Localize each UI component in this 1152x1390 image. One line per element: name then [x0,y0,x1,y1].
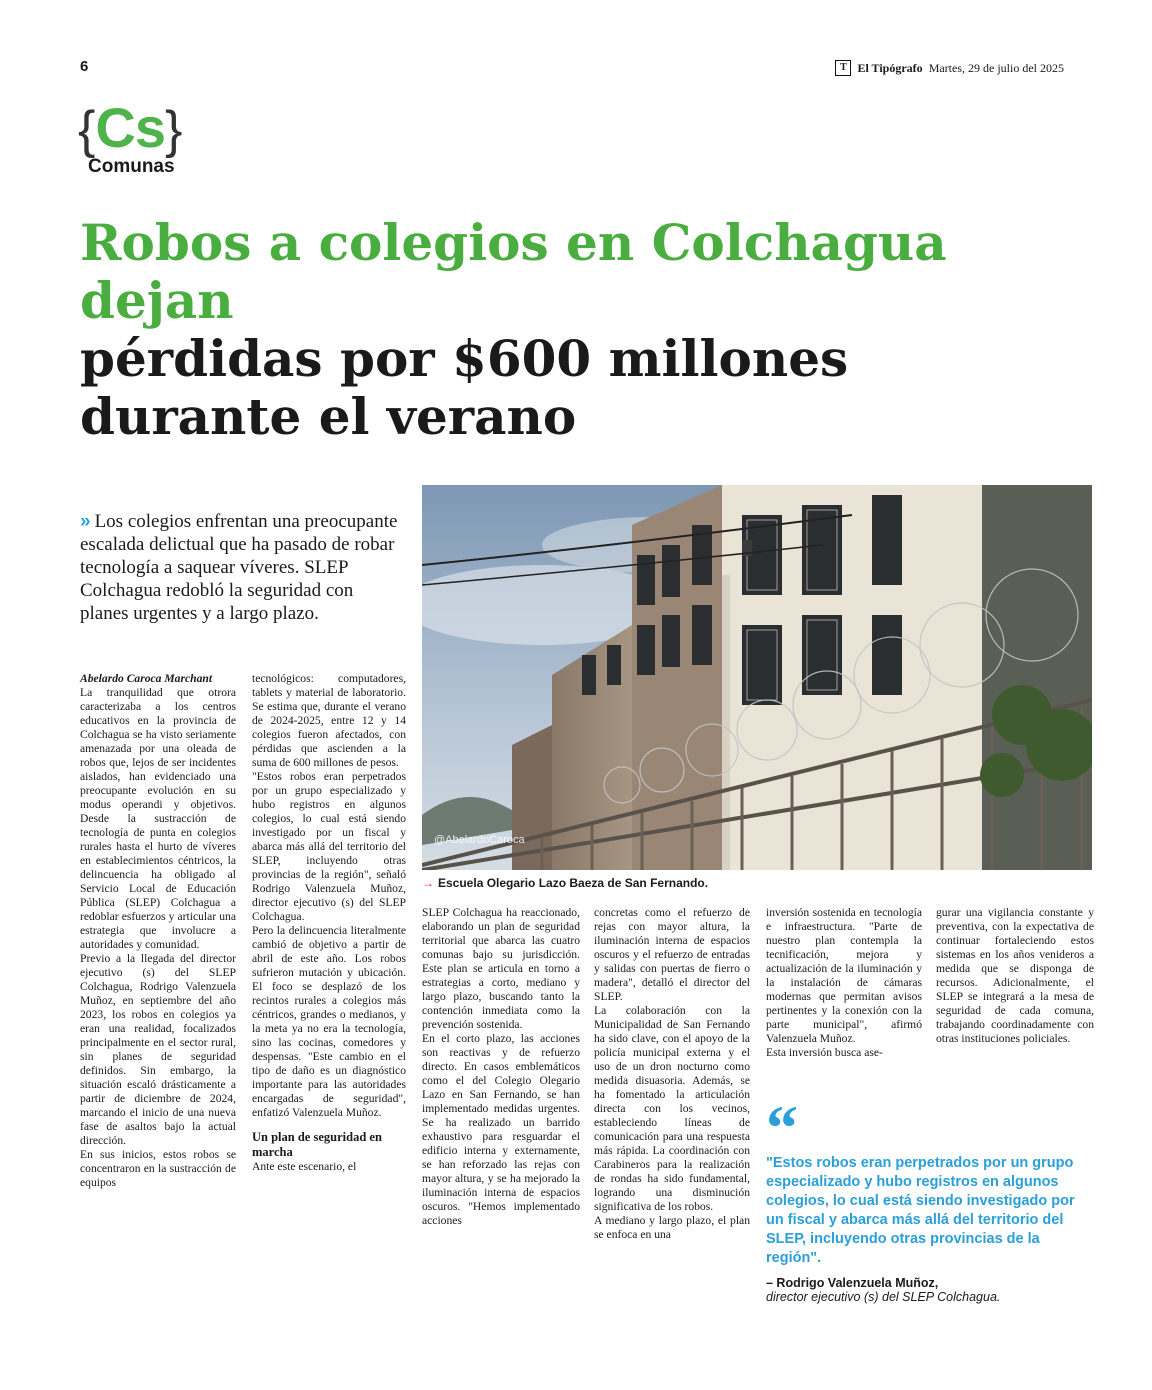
headline [80,214,1080,446]
quote-mark-icon: “ [766,1092,798,1163]
section-code: Cs [95,96,165,159]
paragraph: concretas como el refuerzo de rejas con mayor altura, la iluminación interna de espacios oscuros y el refuerzo de entradas y salidas con puertas de fierro o madera", detalló el director del SLEP. [594,906,750,1003]
byline: Abelardo Caroca Marchant [80,672,213,685]
chevron-right-icon: » [80,511,91,532]
newspaper-brand: El Tipógrafo [857,60,923,75]
arrow-right-icon: → [422,876,434,890]
article-column-1 [80,672,236,1190]
paragraph: Ante este escenario, el [252,1160,357,1173]
page-number: 6 [80,58,89,75]
lede [80,510,400,625]
brace-close: } [164,101,183,159]
paragraph: Previo a la llegada del director ejecutivo (s) del SLEP Colchagua, Rodrigo Valenzuela Muñoz, en septiembre del año 2023, los robos en colegios ya eran una realidad, focalizados principalmente en el sector rural, sin planes de seguridad definidos. Sin embargo, la situación escaló drásticamente a partir de diciembre de 2024, marcando el inicio de una nueva fase de asaltos bajo la actual dirección. [80,952,236,1147]
subhead: Un plan de seguridad en marcha [252,1130,382,1159]
article-column-5 [766,906,922,1060]
school-building-image [422,485,1092,870]
paragraph: Esta inversión busca ase- [766,1046,883,1059]
photo-caption [422,876,708,890]
article-column-2 [252,672,406,1174]
quote-author-role: director ejecutivo (s) del SLEP Colchagua. [766,1290,1001,1304]
lede-text: Los colegios enfrentan una preocupante escalada delictual que ha pasado de robar tecnología a saquear víveres. SLEP Colchagua redobló la seguridad con planes urgentes y a largo plazo. [80,511,398,624]
article-column-6 [936,906,1094,1046]
section-tag [78,98,208,178]
caption-text: Escuela Olegario Lazo Baeza de San Fernando. [438,876,709,890]
masthead [835,60,1064,76]
article-photo [422,485,1092,870]
newspaper-logo-icon: T [835,60,851,76]
article-column-4 [594,906,750,1242]
paragraph: La tranquilidad que otrora caracterizaba a los centros educativos en la provincia de Colchagua se ha visto seriamente amenazada por una oleada de robos que, lejos de ser incidentes aislados, han evidenciado una preocupante evolución en su modus operandi y objetivos. Desde la sustracción de tecnología de punta en colegios rurales hasta el hurto de víveres en establecimientos céntricos, la delincuencia ha obligado al Servicio Local de Educación Pública (SLEP) Colchagua a redoblar esfuerzos y articular una estrategia que involucre a autoridades y comunidad. [80,686,236,951]
paragraph: "Estos robos eran perpetrados por un grupo especializado y hubo registros en algunos colegios, lo cual está siendo investigado por un fiscal y abarca más allá del territorio del SLEP, incluyendo otras provincias de la región", señaló Rodrigo Valenzuela Muñoz, director ejecutivo (s) del SLEP Colchagua. [252,770,406,923]
section-label: Comunas [88,156,175,177]
pull-quote [766,1092,1096,1304]
paragraph: SLEP Colchagua ha reaccionado, elaborando un plan de seguridad territorial que abarca las cuatro comunas bajo su jurisdicción. Este plan se articula en torno a estrategias a corto, mediano y largo plazo, buscando tanto la contención inmediata como la prevención sostenida. [422,906,580,1031]
quote-author: – Rodrigo Valenzuela Muñoz, [766,1276,939,1290]
quote-text: "Estos robos eran perpetrados por un grupo especializado y hubo registros en algunos colegios, lo cual está siendo investigado por un fiscal y abarca más allá del territorio del SLEP, incluyendo otras provincias de la región". [766,1155,1075,1266]
issue-date: Martes, 29 de julio del 2025 [928,60,1064,75]
headline-green-line: Robos a colegios en Colchagua dejan [80,213,947,330]
paragraph: tecnológicos: computadores, tablets y material de laboratorio. Se estima que, durante el verano de 2024-2025, entre 12 y 14 colegios fueron afectados, con pérdidas que ascienden a la suma de 600 millones de pesos. [252,672,406,769]
paragraph: gurar una vigilancia constante y preventiva, con la expectativa de continuar fortaleciendo estos sistemas en los años venideros a medida que se disponga de recursos. Adicionalmente, el SLEP se integrará a la mesa de seguridad de cada comuna, trabajando coordinadamente con otras instituciones policiales. [936,906,1094,1045]
headline-rest: pérdidas por $600 millones durante el verano [80,329,849,446]
paragraph: inversión sostenida en tecnología e infraestructura. "Parte de nuestro plan contempla la tecnificación, mejora y actualización de la iluminación y la instalación de cámaras modernas que permitan avisos pertinentes y la conexión con la parte municipal", afirmó Valenzuela Muñoz. [766,906,922,1045]
paragraph: Pero la delincuencia literalmente cambió de objetivo a partir de abril de este año. Los robos sufrieron mutación y ubicación. El foco se desplazó de los recintos rurales a colegios más céntricos, grandes o medianos, y la meta ya no era la tecnología, sino las cocinas, comedores y despensas. "Este cambio en el tipo de daño es un diagnóstico importante para las autoridades encargadas de seguridad", enfatizó Valenzuela Muñoz. [252,924,406,1119]
paragraph: La colaboración con la Municipalidad de San Fernando ha sido clave, con el apoyo de la policía municipal externa y el uso de un dron nocturno como medida disuasoria. Además, se ha fomentado la articulación directa con los vecinos, estableciendo líneas de comunicación para una respuesta más rápida. La coordinación con Carabineros para la realización de rondas ha sido fundamental, logrando una disminución significativa de los robos. [594,1004,750,1213]
paragraph: En el corto plazo, las acciones son reactivas y de refuerzo directo. En casos emblemáticos como el del Colegio Olegario Lazo en San Fernando, se han implementado medidas urgentes. Se ha realizado un barrido exhaustivo para resguardar el edificio interna y externamente, se han reforzado las rejas con mayor altura, y se ha mejorado la iluminación interna de espacios oscuros. "Hemos implementado acciones [422,1032,580,1227]
article-column-3 [422,906,580,1228]
paragraph: En sus inicios, estos robos se concentraron en la sustracción de equipos [80,1148,236,1189]
paragraph: A mediano y largo plazo, el plan se enfoca en una [594,1214,750,1241]
brace-open: { [78,101,96,159]
photo-credit: @AbelardoCaroca [434,834,525,846]
